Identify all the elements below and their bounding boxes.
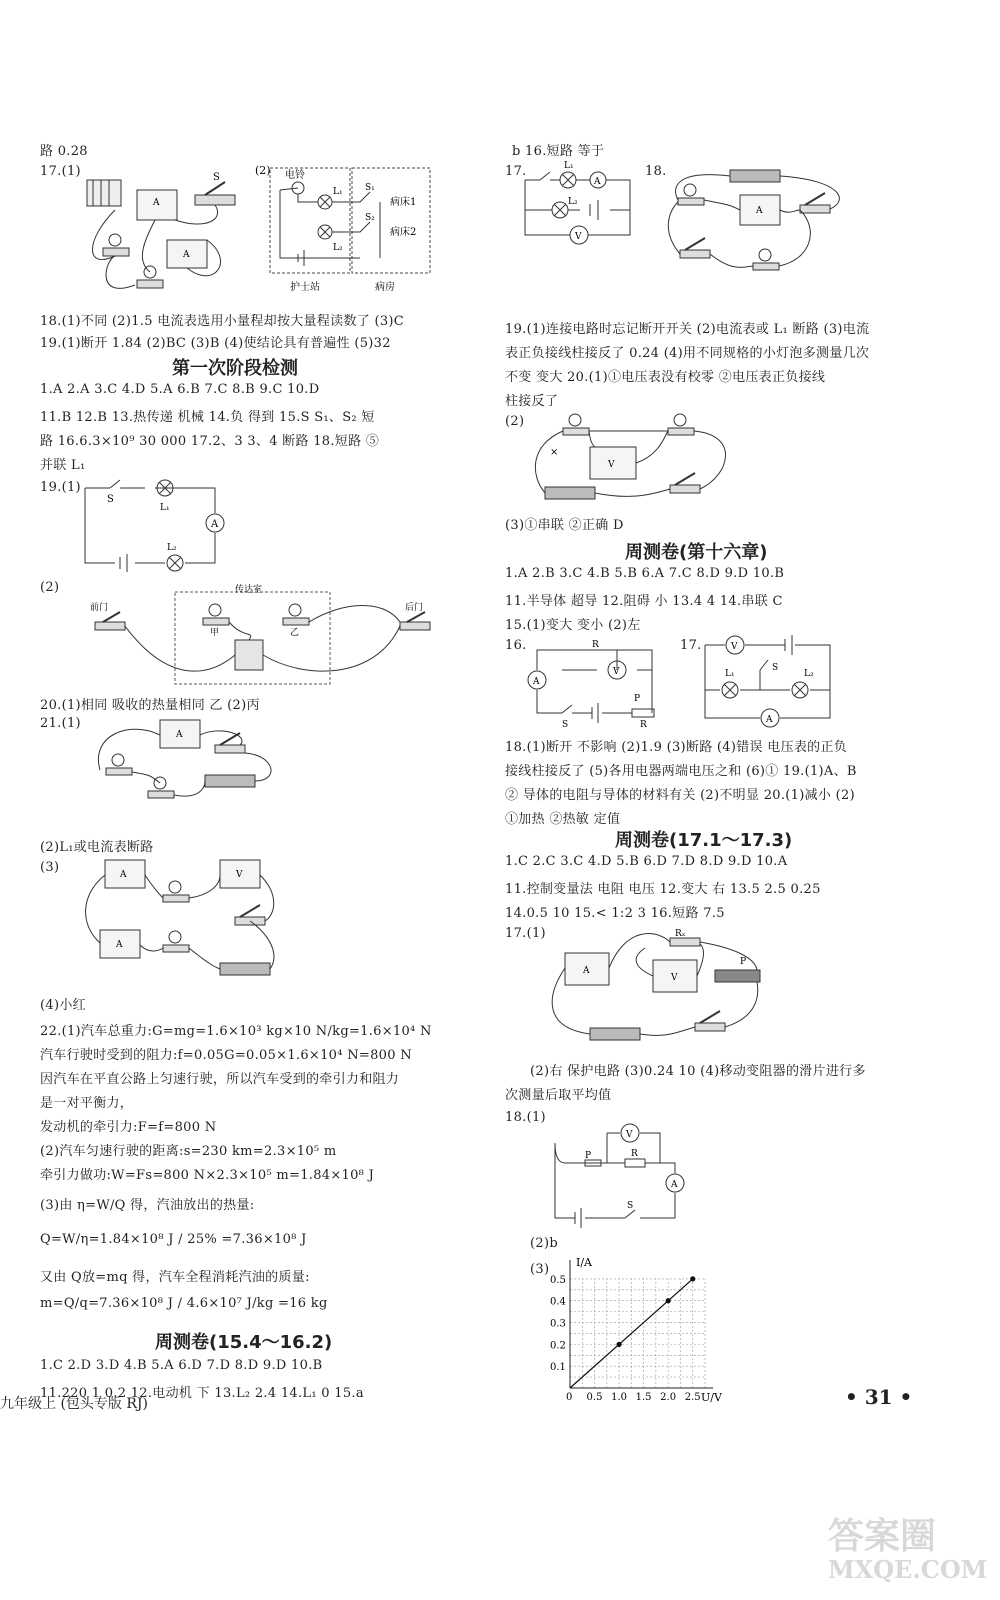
- svg-text:S: S: [627, 1201, 634, 1211]
- physical-circuit-r18: [660, 160, 860, 300]
- svg-text:R: R: [640, 720, 647, 730]
- room-label: 传达室: [235, 585, 263, 595]
- schematic-r17b: [700, 630, 840, 725]
- formula-line: Q=W/η=1.84×10⁸ J / 25% =7.36×10⁸ J: [40, 1232, 307, 1247]
- svg-text:L₁: L₁: [333, 187, 343, 197]
- svg-text:A: A: [176, 730, 183, 740]
- y-tick-label: 0.4: [550, 1296, 566, 1308]
- answer-line: (2)汽车匀速行驶的距离:s=230 km=2.3×10⁵ m: [40, 1144, 337, 1159]
- svg-text:V: V: [671, 973, 678, 983]
- svg-text:A: A: [116, 940, 123, 950]
- front-door-label: 前门: [90, 603, 109, 613]
- svg-text:P: P: [740, 957, 747, 967]
- svg-text:A: A: [533, 677, 540, 687]
- svg-text:A: A: [211, 519, 219, 530]
- answer-line: ①加热 ②热敏 定值: [505, 812, 621, 827]
- svg-text:P: P: [585, 1151, 592, 1161]
- svg-text:MXQE.COM: MXQE.COM: [828, 1555, 988, 1584]
- bed2-label: 病床2: [390, 227, 417, 238]
- answer-line: 是一对平衡力，: [40, 1096, 134, 1111]
- answer-line: 22.(1)汽车总重力:G=mg=1.6×10³ kg×10 N/kg=1.6×10⁴ N: [40, 1024, 432, 1039]
- schematic-r17: [520, 160, 640, 245]
- x-tick-label: 2.5: [684, 1392, 701, 1403]
- x-tick-label: 0: [566, 1392, 573, 1403]
- schematic-r16: [522, 635, 667, 730]
- bell-label: 电铃: [285, 170, 305, 181]
- nurse-station-label: 护士站: [290, 282, 320, 293]
- answer-line: 路 0.28: [40, 144, 88, 159]
- answer-line: 1.C 2.C 3.C 4.D 5.B 6.D 7.D 8.D 9.D 10.A: [505, 854, 788, 869]
- section-heading: 第一次阶段检测: [172, 358, 298, 379]
- svg-text:V: V: [731, 642, 738, 652]
- y-axis-label: I/A: [576, 1256, 592, 1269]
- answer-line: 18.: [645, 164, 667, 179]
- y-tick-label: 0.1: [550, 1362, 566, 1374]
- svg-text:A: A: [153, 198, 160, 208]
- schematic-r18-1: [545, 1108, 695, 1228]
- answer-line: 11.220 1 0.2 12.电动机 下 13.L₂ 2.4 14.L₁ 0 15.a: [40, 1386, 364, 1401]
- schematic-19-1: [75, 478, 235, 578]
- y-tick-label: 0.3: [550, 1318, 566, 1330]
- answer-line: 19.(1): [40, 480, 81, 495]
- data-point: [616, 1342, 621, 1347]
- chart-series: [570, 1276, 695, 1388]
- svg-text:R: R: [592, 640, 599, 650]
- answer-line: 17.(1): [505, 926, 546, 941]
- answer-line: 又由 Q放=mq 得，汽车全程消耗汽油的质量:: [40, 1270, 310, 1285]
- iu-graph: [550, 1258, 730, 1408]
- svg-text:(2): (2): [255, 164, 271, 177]
- gate-circuit-figure: [85, 580, 445, 690]
- svg-text:V: V: [626, 1130, 633, 1140]
- answer-line: 1.C 2.D 3.D 4.B 5.A 6.D 7.D 8.D 9.D 10.B: [40, 1358, 323, 1373]
- physical-circuit-21-3: [80, 855, 280, 985]
- svg-text:答案圈: 答案圈: [828, 1515, 937, 1557]
- answer-line: 18.(1)不同 (2)1.5 电流表选用小量程却按大量程读数了 (3)C: [40, 314, 405, 329]
- chart-grid: [570, 1279, 705, 1388]
- answer-line: (2)b: [530, 1236, 558, 1251]
- answer-line: 1.A 2.A 3.C 4.D 5.A 6.B 7.C 8.B 9.C 10.D: [40, 382, 320, 397]
- book-edition-footer: 九年级上 (包头专版 RJ): [0, 1396, 148, 1412]
- svg-text:L₂: L₂: [167, 543, 177, 553]
- answer-line: ② 导体的电阻与导体的材料有关 (2)不明显 20.(1)减小 (2): [505, 788, 855, 803]
- svg-text:L₁: L₁: [725, 669, 735, 679]
- answer-line: 11.B 12.B 13.热传递 机械 14.负 得到 15.S S₁、S₂ 短: [40, 410, 375, 425]
- svg-text:A: A: [594, 177, 601, 187]
- answer-line: 不变 变大 20.(1)①电压表没有校零 ②电压表正负接线: [505, 370, 826, 385]
- answer-line: 15.(1)变大 变小 (2)左: [505, 618, 641, 633]
- answer-line: 次测量后取平均值: [505, 1088, 612, 1103]
- answer-line: b 16.短路 等于: [512, 144, 605, 159]
- back-door-label: 后门: [405, 603, 424, 613]
- answer-line: (2)右 保护电路 (3)0.24 10 (4)移动变阻器的滑片进行多: [530, 1064, 866, 1079]
- physical-circuit-21-1: [90, 715, 280, 805]
- answer-line: 11.控制变量法 电阻 电压 12.变大 右 13.5 2.5 0.25: [505, 882, 821, 897]
- svg-text:×: ×: [550, 447, 559, 458]
- bed1-label: 病床1: [390, 197, 417, 208]
- x-axis-label: U/V: [701, 1391, 722, 1404]
- data-point: [666, 1298, 671, 1303]
- svg-text:S₂: S₂: [365, 213, 375, 223]
- svg-text:A: A: [671, 1180, 678, 1190]
- answer-line: 19.(1)断开 1.84 (2)BC (3)B (4)使结论具有普遍性 (5)32: [40, 336, 391, 351]
- answer-line: 汽车行驶时受到的阻力:f=0.05G=0.05×1.6×10⁴ N=800 N: [40, 1048, 412, 1063]
- svg-text:V: V: [608, 460, 615, 470]
- x-tick-label: 1.5: [635, 1392, 652, 1403]
- svg-text:S: S: [772, 663, 779, 673]
- answer-line: 21.(1): [40, 716, 81, 731]
- x-tick-label: 1.0: [611, 1392, 627, 1403]
- svg-text:L₁: L₁: [160, 503, 170, 513]
- section-heading: 周测卷(15.4～16.2): [155, 1332, 333, 1353]
- svg-text:A: A: [583, 966, 590, 976]
- section-heading: 周测卷(17.1～17.3): [615, 830, 793, 851]
- x-tick-label: 0.5: [586, 1392, 603, 1403]
- svg-text:L₂: L₂: [568, 197, 578, 207]
- watermark-logo: [820, 1506, 990, 1590]
- nurse-station-circuit: [250, 160, 435, 310]
- answer-line: 17.: [680, 638, 702, 653]
- page-number: • 31 •: [845, 1385, 913, 1409]
- answer-line: 19.(1)连接电路时忘记断开开关 (2)电流表或 L₁ 断路 (3)电流: [505, 322, 870, 337]
- svg-text:A: A: [183, 250, 190, 260]
- answer-line: (4)小红: [40, 998, 86, 1013]
- answer-line: (3): [40, 860, 60, 875]
- y-tick-label: 0.2: [550, 1340, 566, 1352]
- answer-line: 17.(1): [40, 164, 81, 179]
- answer-line: (3)①串联 ②正确 D: [505, 518, 624, 533]
- lamp-yi-label: 乙: [290, 628, 300, 638]
- answer-line: (2): [40, 580, 60, 595]
- answer-line: 1.A 2.B 3.C 4.B 5.B 6.A 7.C 8.D 9.D 10.B: [505, 566, 785, 581]
- svg-text:R: R: [631, 1149, 638, 1159]
- svg-text:A: A: [120, 870, 127, 880]
- answer-line: 17.: [505, 164, 527, 179]
- svg-text:L₂: L₂: [804, 669, 814, 679]
- physical-circuit-figure: [75, 160, 250, 300]
- section-heading: 周测卷(第十六章): [625, 542, 768, 563]
- svg-text:L₁: L₁: [564, 161, 574, 171]
- answer-line: 牵引力做功:W=Fs=800 N×2.3×10⁵ m=1.84×10⁸ J: [40, 1168, 375, 1183]
- answer-line: 接线柱接反了 (5)各用电器两端电压之和 (6)① 19.(1)A、B: [505, 764, 857, 779]
- data-point: [690, 1276, 695, 1281]
- answer-line: 18.(1)断开 不影响 (2)1.9 (3)断路 (4)错误 电压表的正负: [505, 740, 848, 755]
- y-tick-label: 0.5: [550, 1274, 566, 1286]
- answer-line: (3): [530, 1262, 550, 1277]
- svg-text:S: S: [213, 172, 220, 183]
- answer-line: 18.(1): [505, 1110, 546, 1125]
- answer-line: (2)L₁或电流表断路: [40, 840, 154, 855]
- svg-text:P: P: [634, 694, 641, 704]
- answer-line: 路 16.6.3×10⁹ 30 000 17.2、3 3、4 断路 18.短路 ⑤: [40, 434, 380, 449]
- formula-line: m=Q/q=7.36×10⁸ J / 4.6×10⁷ J/kg =16 kg: [40, 1296, 328, 1311]
- answer-line: 20.(1)相同 吸收的热量相同 乙 (2)丙: [40, 698, 260, 713]
- svg-text:V: V: [236, 870, 243, 880]
- svg-text:L₂: L₂: [333, 243, 343, 253]
- answer-line: 并联 L₁: [40, 458, 86, 473]
- svg-text:V: V: [613, 667, 620, 677]
- svg-text:V: V: [575, 232, 582, 242]
- ward-label: 病房: [375, 282, 395, 293]
- answer-line: 14.0.5 10 15.< 1:2 3 16.短路 7.5: [505, 906, 725, 921]
- svg-text:S₁: S₁: [365, 183, 375, 193]
- physical-circuit-r17-1: [545, 928, 765, 1053]
- lamp-jia-label: 甲: [210, 628, 220, 638]
- formula-line: (3)由 η=W/Q 得，汽油放出的热量:: [40, 1198, 255, 1213]
- answer-line: 表正负接线柱接反了 0.24 (4)用不同规格的小灯泡多测量几次: [505, 346, 870, 361]
- answer-line: 11.半导体 超导 12.阻碍 小 13.4 4 14.串联 C: [505, 594, 783, 609]
- svg-text:S: S: [107, 494, 114, 505]
- answer-line: (2): [505, 414, 525, 429]
- answer-line: 发动机的牵引力:F=f=800 N: [40, 1120, 217, 1135]
- svg-text:S: S: [562, 720, 569, 730]
- svg-text:A: A: [756, 206, 763, 216]
- x-tick-label: 2.0: [660, 1392, 677, 1403]
- svg-text:A: A: [766, 715, 773, 725]
- answer-line: 柱接反了: [505, 394, 559, 409]
- answer-line: 16.: [505, 638, 527, 653]
- physical-circuit-r20: [530, 405, 740, 505]
- answer-line: 因汽车在平直公路上匀速行驶，所以汽车受到的牵引力和阻力: [40, 1072, 400, 1087]
- svg-text:Rₓ: Rₓ: [675, 929, 686, 939]
